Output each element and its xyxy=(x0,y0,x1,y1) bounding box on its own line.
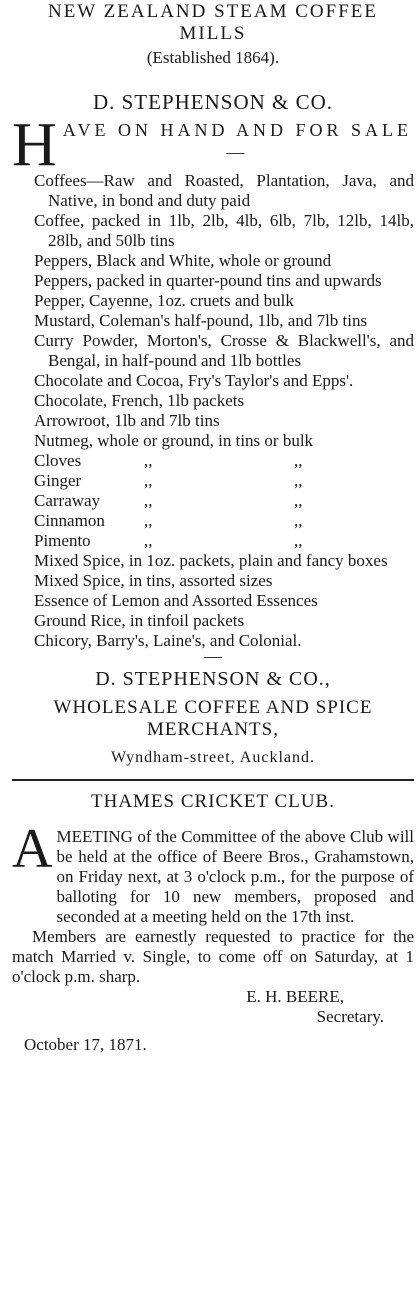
ditto-mark: ,, xyxy=(144,471,153,490)
list-item: Peppers, Black and White, whole or ground xyxy=(34,251,332,270)
list-item: Essence of Lemon and Assorted Essences xyxy=(34,591,318,610)
ditto-mark: ,, xyxy=(294,491,303,510)
stock-heading-text: AVE ON HAND AND FOR SALE— xyxy=(62,120,412,162)
spice-row xyxy=(24,471,414,491)
ditto-mark: ,, xyxy=(294,471,303,490)
ditto-mark: ,, xyxy=(144,451,153,470)
spice-row xyxy=(24,531,414,551)
stock-list xyxy=(12,171,414,651)
list-item: Chocolate and Cocoa, Fry's Taylor's and Epps'. xyxy=(34,371,354,390)
stock-heading xyxy=(12,111,414,179)
spice-name: Cloves xyxy=(34,451,82,470)
footer-description: WHOLESALE COFFEE AND SPICE MERCHANTS, xyxy=(53,697,373,740)
established-line: (Established 1864). xyxy=(146,48,280,67)
drop-cap: A xyxy=(12,818,53,880)
ditto-mark: ,, xyxy=(294,451,303,470)
signer-name: E. H. BEERE, xyxy=(246,987,344,1006)
spice-row xyxy=(24,491,414,511)
spice-name: Ginger xyxy=(34,471,82,490)
list-item: Coffee, packed in 1lb, 2lb, 4lb, 6lb, 7lb, 12lb, 14lb, 28lb, and 50lb tins xyxy=(34,211,414,250)
list-item: Mustard, Coleman's half-pound, 1lb, and 7lb tins xyxy=(34,311,368,330)
firm-address: Wyndham-street, Auckland. xyxy=(111,749,315,766)
section-divider xyxy=(12,779,414,781)
spice-name: Cinnamon xyxy=(34,511,105,530)
list-item: Ground Rice, in tinfoil packets xyxy=(34,611,245,630)
spice-name: Pimento xyxy=(34,531,91,550)
notice-body xyxy=(12,818,414,927)
list-item: Chocolate, French, 1lb packets xyxy=(34,391,245,410)
advert-headline: NEW ZEALAND STEAM COFFEE MILLS xyxy=(47,1,378,44)
list-item: Pepper, Cayenne, 1oz. cruets and bulk xyxy=(34,291,294,310)
divider xyxy=(204,657,222,658)
notice-date: October 17, 1871. xyxy=(24,1035,147,1054)
drop-cap: H xyxy=(12,111,57,179)
ditto-mark: ,, xyxy=(144,531,153,550)
list-item: Mixed Spice, in tins, assorted sizes xyxy=(34,571,273,590)
newspaper-column xyxy=(0,1,420,1289)
signer-role: Secretary. xyxy=(316,1007,384,1026)
ditto-mark: ,, xyxy=(144,491,153,510)
list-item: Nutmeg, whole or ground, in tins or bulk xyxy=(34,431,314,450)
ditto-mark: ,, xyxy=(144,511,153,530)
footer-firm-name: D. STEPHENSON & CO., xyxy=(95,668,331,690)
notice-title: THAMES CRICKET CLUB. xyxy=(91,791,335,812)
list-item: Coffees—Raw and Roasted, Plantation, Java, and Native, in bond and duty paid xyxy=(34,171,414,210)
list-item: Chicory, Barry's, Laine's, and Colonial. xyxy=(34,631,302,650)
notice-paragraph: Members are earnestly requested to practice for the match Married v. Single, to come off on Saturday, at 1 o'clock p.m. sharp. xyxy=(12,927,414,986)
ditto-mark: ,, xyxy=(294,511,303,530)
ditto-mark: ,, xyxy=(294,531,303,550)
notice-paragraph: MEETING of the Committee of the above Club will be held at the office of Beere Bros., Grahamstown, on Friday next, at 3 o'clock p.m., for the purpose of balloting for 10 new members, proposed and seconded at a meeting held on the 17th inst. xyxy=(56,827,414,926)
spice-row xyxy=(24,511,414,531)
firm-name: D. STEPHENSON & CO. xyxy=(92,90,334,114)
spice-row xyxy=(24,451,414,471)
list-item: Mixed Spice, in 1oz. packets, plain and fancy boxes xyxy=(34,551,388,570)
list-item: Curry Powder, Morton's, Crosse & Blackwell's, and Bengal, in half-pound and 1lb bottles xyxy=(34,331,414,370)
spice-name: Carraway xyxy=(34,491,101,510)
list-item: Peppers, packed in quarter-pound tins and upwards xyxy=(34,271,382,290)
list-item: Arrowroot, 1lb and 7lb tins xyxy=(34,411,220,430)
